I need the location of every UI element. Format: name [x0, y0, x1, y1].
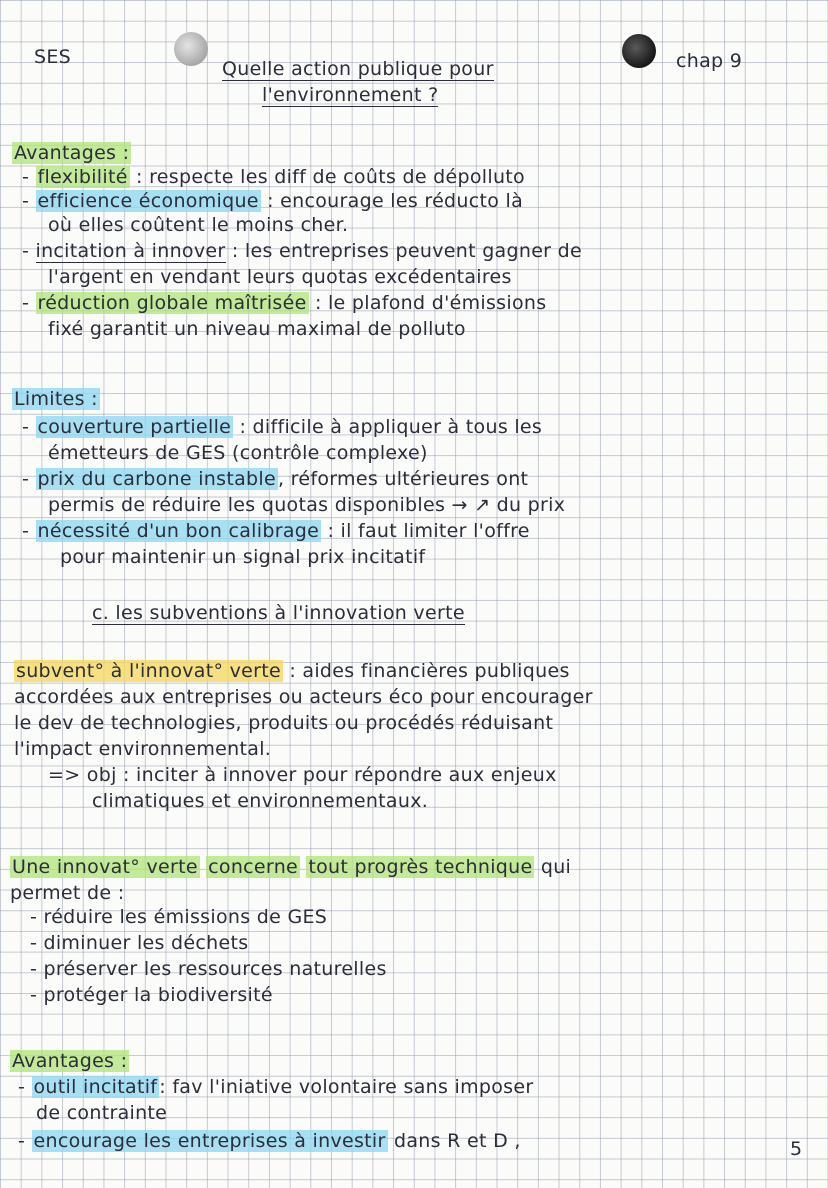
note-text: : le plafond d'émissions [314, 292, 547, 314]
keyword: tout progrès technique [308, 856, 533, 878]
note-line: - efficience économique : encourage les réducto là [22, 190, 524, 212]
keyword: outil incitatif [33, 1076, 158, 1098]
note-line [10, 856, 571, 878]
punch-hole-grey [174, 32, 208, 66]
note-line: - réduction globale maîtrisée : le plafond d'émissions [22, 292, 547, 314]
bullet-item: - préserver les ressources naturelles [30, 958, 387, 980]
subject-label: SES [34, 46, 72, 68]
note-line: pour maintenir un signal prix incitatif [60, 546, 426, 568]
note-text: : encourage les réducto là [267, 190, 524, 212]
keyword: nécessité d'un bon calibrage [37, 520, 320, 542]
note-line: accordées aux entreprises ou acteurs éco pour encourager [14, 686, 593, 708]
heading-text: Avantages : [14, 142, 130, 164]
section-heading [12, 388, 100, 410]
keyword: encourage les entreprises à investir [33, 1130, 386, 1152]
page-title [222, 58, 494, 80]
title-line-1: Quelle action publique pour [222, 58, 494, 80]
note-line: permis de réduire les quotas disponibles → ↗ du prix [48, 494, 566, 516]
bullet-item: - réduire les émissions de GES [30, 906, 328, 928]
punch-hole-dark [622, 34, 656, 68]
section-heading [10, 1050, 129, 1072]
note-text: : les entreprises peuvent gagner de [231, 240, 582, 262]
chapter-label: chap 9 [676, 50, 743, 72]
heading-text: Avantages : [12, 1050, 128, 1072]
note-line: - outil incitatif : fav l'iniative volontaire sans imposer [18, 1076, 534, 1098]
section-heading [12, 142, 131, 164]
note-text: : aides financières publiques [289, 660, 570, 682]
note-line: l'impact environnemental. [14, 738, 272, 760]
keyword: réduction globale maîtrisée [37, 292, 307, 314]
keyword: subvent° à l'innovat° verte [16, 660, 281, 682]
subsection-text: c. les subventions à l'innovation verte [92, 602, 465, 624]
note-line: l'argent en vendant leurs quotas excédentaires [48, 266, 512, 288]
keyword: couverture partielle [37, 416, 232, 438]
note-line: - incitation à innover : les entreprises peuvent gagner de [22, 240, 582, 262]
bullet-item: - protéger la biodiversité [30, 984, 273, 1006]
note-text: : respecte les diff de coûts de dépolluto [136, 166, 525, 188]
heading-text: Limites : [14, 388, 98, 410]
note-line: - nécessité d'un bon calibrage : il faut limiter l'offre [22, 520, 530, 542]
note-line: fixé garantit un niveau maximal de polluto [48, 318, 466, 340]
note-line: - couverture partielle : difficile à appliquer à tous les [22, 416, 543, 438]
page-title-2 [262, 84, 438, 106]
note-text: qui [540, 856, 572, 878]
keyword: prix du carbone instable [37, 468, 276, 490]
note-line: où elles coûtent le moins cher. [48, 214, 349, 236]
note-text: dans R et D , [393, 1130, 521, 1152]
note-line: - prix du carbone instable , réformes ultérieures ont [22, 468, 529, 490]
note-line: émetteurs de GES (contrôle complexe) [48, 442, 428, 464]
keyword: Une innovat° verte [12, 856, 198, 878]
page-number: 5 [790, 1138, 803, 1160]
subsection-title [92, 602, 465, 624]
note-text: : il faut limiter l'offre [327, 520, 530, 542]
note-line [14, 660, 570, 682]
keyword: efficience économique [37, 190, 259, 212]
bullet-item: - diminuer les déchets [30, 932, 249, 954]
note-line: le dev de technologies, produits ou procédés réduisant [14, 712, 554, 734]
keyword: incitation à innover [35, 240, 226, 262]
note-line: - encourage les entreprises à investir dans R et D , [18, 1130, 521, 1152]
note-line: permet de : [10, 882, 125, 904]
title-line-2: l'environnement ? [262, 84, 439, 106]
keyword: concerne [208, 856, 299, 878]
keyword: flexibilité [37, 166, 128, 188]
note-text: : difficile à appliquer à tous les [239, 416, 543, 438]
note-line: => obj : inciter à innover pour répondre aux enjeux [48, 764, 557, 786]
note-text: : fav l'iniative volontaire sans imposer [159, 1076, 534, 1098]
note-line: - flexibilité : respecte les diff de coûts de dépolluto [22, 166, 525, 188]
note-text: , réformes ultérieures ont [277, 468, 529, 490]
note-line: de contrainte [36, 1102, 168, 1124]
note-line: climatiques et environnementaux. [92, 790, 429, 812]
